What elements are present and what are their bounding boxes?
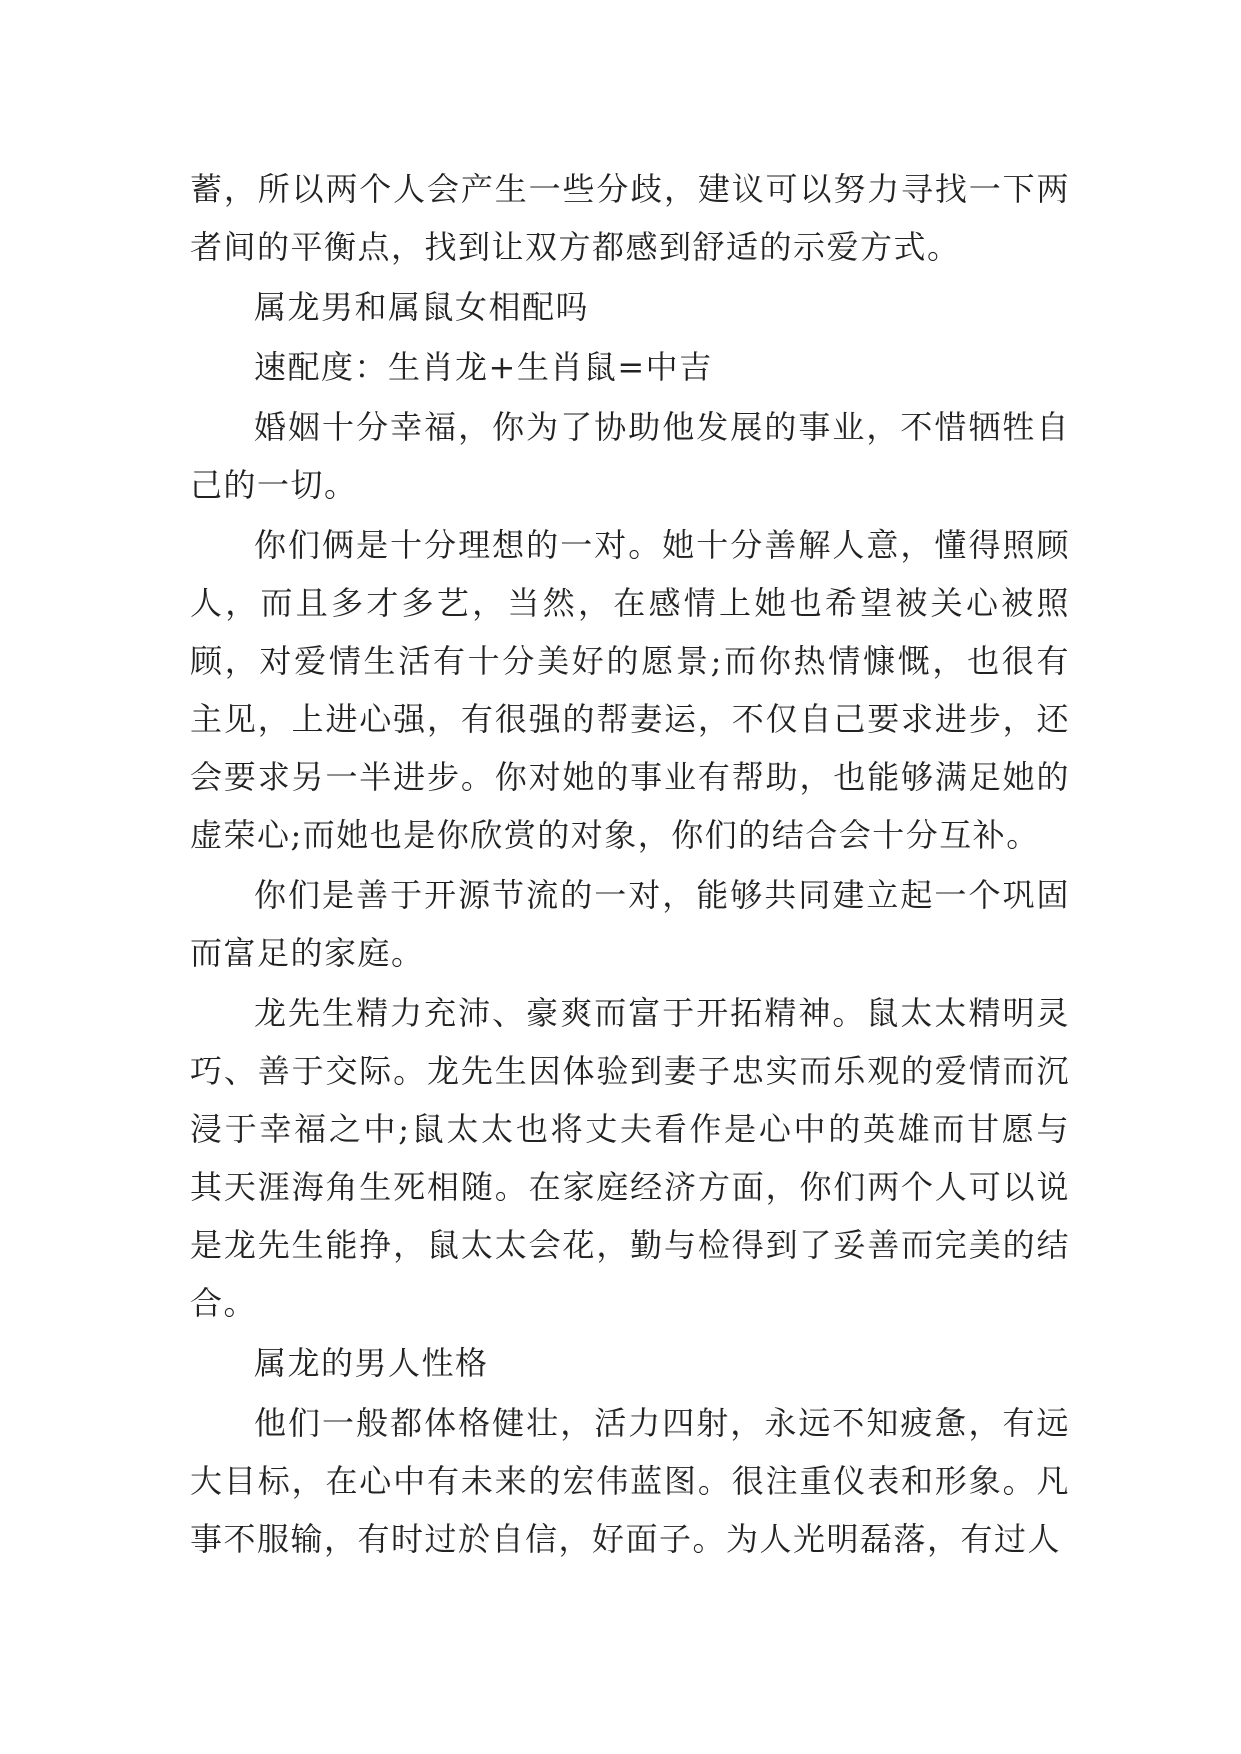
paragraph: 婚姻十分幸福，你为了协助他发展的事业，不惜牺牲自己的一切。 (190, 408, 1070, 504)
paragraph: 你们是善于开源节流的一对，能够共同建立起一个巩固而富足的家庭。 (190, 876, 1070, 972)
paragraph: 龙先生精力充沛、豪爽而富于开拓精神。鼠太太精明灵巧、善于交际。龙先生因体验到妻子忠实而乐观的爱情而沉浸于幸福之中;鼠太太也将丈夫看作是心中的英雄而甘愿与其天涯海角生死相随。在家庭经济方面，你们两个人可以说是龙先生能挣，鼠太太会花，勤与检得到了妥善而完美的结合。 (190, 994, 1070, 1322)
paragraph: 你们俩是十分理想的一对。她十分善解人意，懂得照顾人，而且多才多艺，当然，在感情上她也希望被关心被照顾，对爱情生活有十分美好的愿景;而你热情慷慨，也很有主见，上进心强，有很强的帮妻运，不仅自己要求进步，还会要求另一半进步。你对她的事业有帮助，也能够满足她的虚荣心;而她也是你欣赏的对象，你们的结合会十分互补。 (190, 526, 1070, 854)
section-heading-compatibility: 属龙男和属鼠女相配吗 (254, 288, 590, 326)
section-heading-personality: 属龙的男人性格 (254, 1344, 489, 1382)
match-rating: 速配度：生肖龙+生肖鼠=中吉 (254, 348, 713, 386)
paragraph-continuation: 蓄，所以两个人会产生一些分歧，建议可以努力寻找一下两者间的平衡点，找到让双方都感到舒适的示爱方式。 (190, 170, 1070, 266)
document-body (190, 160, 1070, 1570)
paragraph: 他们一般都体格健壮，活力四射，永远不知疲惫，有远大目标，在心中有未来的宏伟蓝图。很注重仪表和形象。凡事不服输，有时过於自信，好面子。为人光明磊落，有过人 (190, 1404, 1070, 1558)
